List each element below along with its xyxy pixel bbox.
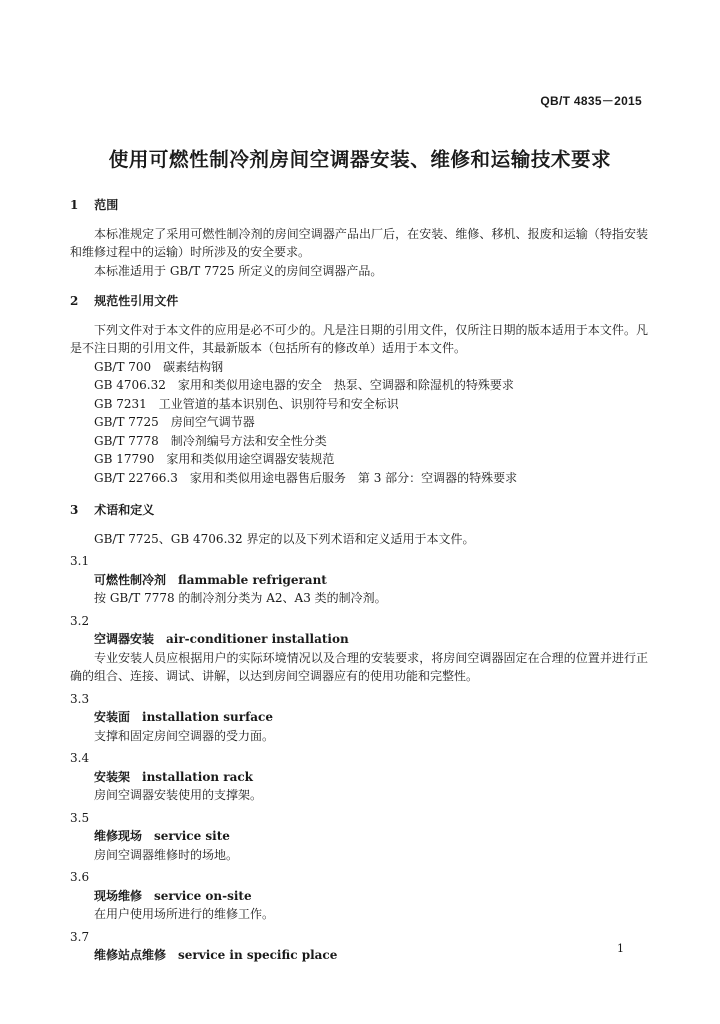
standard-code: QB/T 4835－2015 bbox=[540, 94, 642, 108]
term-definition: 房间空调器安装使用的支撑架。 bbox=[94, 788, 263, 802]
term-number: 3.4 bbox=[70, 751, 90, 765]
term-definition: 专业安装人员应根据用户的实际环境情况以及合理的安装要求，将房间空调器固定在合理的位置并进行正确的组合、连接、调试、讲解，以达到房间空调器应有的使用功能和完整性。 bbox=[70, 650, 648, 683]
term-definition: 在用户使用场所进行的维修工作。 bbox=[94, 907, 275, 921]
reference-item: GB 7231 工业管道的基本识别色、识别符号和安全标识 bbox=[94, 396, 399, 411]
term-en: air-conditioner installation bbox=[166, 632, 349, 646]
reference-item: GB/T 22766.3 家用和类似用途电器售后服务 第 3 部分：空调器的特殊要求 bbox=[94, 470, 518, 485]
section-heading-scope bbox=[70, 196, 648, 215]
section-number: 1 bbox=[70, 198, 79, 212]
document-body bbox=[70, 188, 648, 965]
section-title: 规范性引用文件 bbox=[94, 294, 179, 308]
term-definition: 支撑和固定房间空调器的受力面。 bbox=[94, 728, 275, 743]
term-zh: 安装架 bbox=[94, 769, 131, 784]
term-en: service on-site bbox=[154, 888, 252, 903]
section-title: 范围 bbox=[94, 198, 119, 212]
term-zh: 空调器安装 bbox=[94, 632, 155, 646]
term-zh: 可燃性制冷剂 bbox=[94, 572, 167, 587]
term-heading bbox=[70, 827, 648, 846]
section-heading-terms bbox=[70, 501, 648, 520]
term-en: flammable refrigerant bbox=[178, 572, 327, 587]
term-heading bbox=[70, 708, 648, 727]
term-heading bbox=[70, 887, 648, 906]
references-intro: 下列文件对于本文件的应用是必不可少的。凡是注日期的引用文件，仅所注日期的版本适用于本文件。凡是不注日期的引用文件，其最新版本（包括所有的修改单）适用于本文件。 bbox=[70, 322, 648, 355]
term-heading bbox=[70, 768, 648, 787]
term-zh: 维修现场 bbox=[94, 829, 143, 843]
term-definition: 房间空调器维修时的场地。 bbox=[94, 847, 239, 862]
term-en: service in specific place bbox=[178, 948, 338, 962]
scope-paragraph: 本标准适用于 GB/T 7725 所定义的房间空调器产品。 bbox=[94, 263, 383, 278]
term-number: 3.2 bbox=[70, 613, 90, 628]
terms-intro: GB/T 7725、GB 4706.32 界定的以及下列术语和定义适用于本文件。 bbox=[94, 531, 475, 546]
scope-paragraph: 本标准规定了采用可燃性制冷剂的房间空调器产品出厂后，在安装、维修、移机、报废和运输（特指安装和维修过程中的运输）时所涉及的安全要求。 bbox=[70, 226, 648, 259]
page-number: 1 bbox=[617, 942, 624, 955]
reference-item: GB 17790 家用和类似用途空调器安装规范 bbox=[94, 452, 335, 466]
reference-item: GB/T 7778 制冷剂编号方法和安全性分类 bbox=[94, 433, 327, 448]
term-en: installation surface bbox=[142, 710, 273, 724]
section-heading-normative-references bbox=[70, 292, 648, 311]
term-definition: 按 GB/T 7778 的制冷剂分类为 A2、A3 类的制冷剂。 bbox=[94, 591, 387, 605]
reference-item: GB/T 7725 房间空气调节器 bbox=[94, 415, 255, 429]
term-heading bbox=[70, 946, 648, 965]
section-number: 2 bbox=[70, 294, 79, 308]
term-en: installation rack bbox=[142, 769, 253, 784]
section-number: 3 bbox=[70, 503, 79, 517]
reference-item: GB/T 700 碳素结构钢 bbox=[94, 359, 224, 374]
term-number: 3.1 bbox=[70, 554, 90, 568]
reference-item: GB 4706.32 家用和类似用途电器的安全 热泵、空调器和除湿机的特殊要求 bbox=[94, 378, 514, 392]
document-title: 使用可燃性制冷剂房间空调器安装、维修和运输技术要求 bbox=[108, 148, 612, 171]
term-number: 3.3 bbox=[70, 691, 90, 706]
term-heading bbox=[70, 630, 648, 649]
term-number: 3.5 bbox=[70, 810, 90, 825]
term-number: 3.6 bbox=[70, 870, 90, 884]
term-zh: 维修站点维修 bbox=[94, 948, 167, 962]
term-number: 3.7 bbox=[70, 929, 90, 944]
term-zh: 现场维修 bbox=[94, 888, 143, 903]
term-heading bbox=[70, 571, 648, 590]
section-title: 术语和定义 bbox=[94, 503, 155, 517]
term-en: service site bbox=[154, 829, 230, 843]
term-zh: 安装面 bbox=[94, 710, 131, 724]
